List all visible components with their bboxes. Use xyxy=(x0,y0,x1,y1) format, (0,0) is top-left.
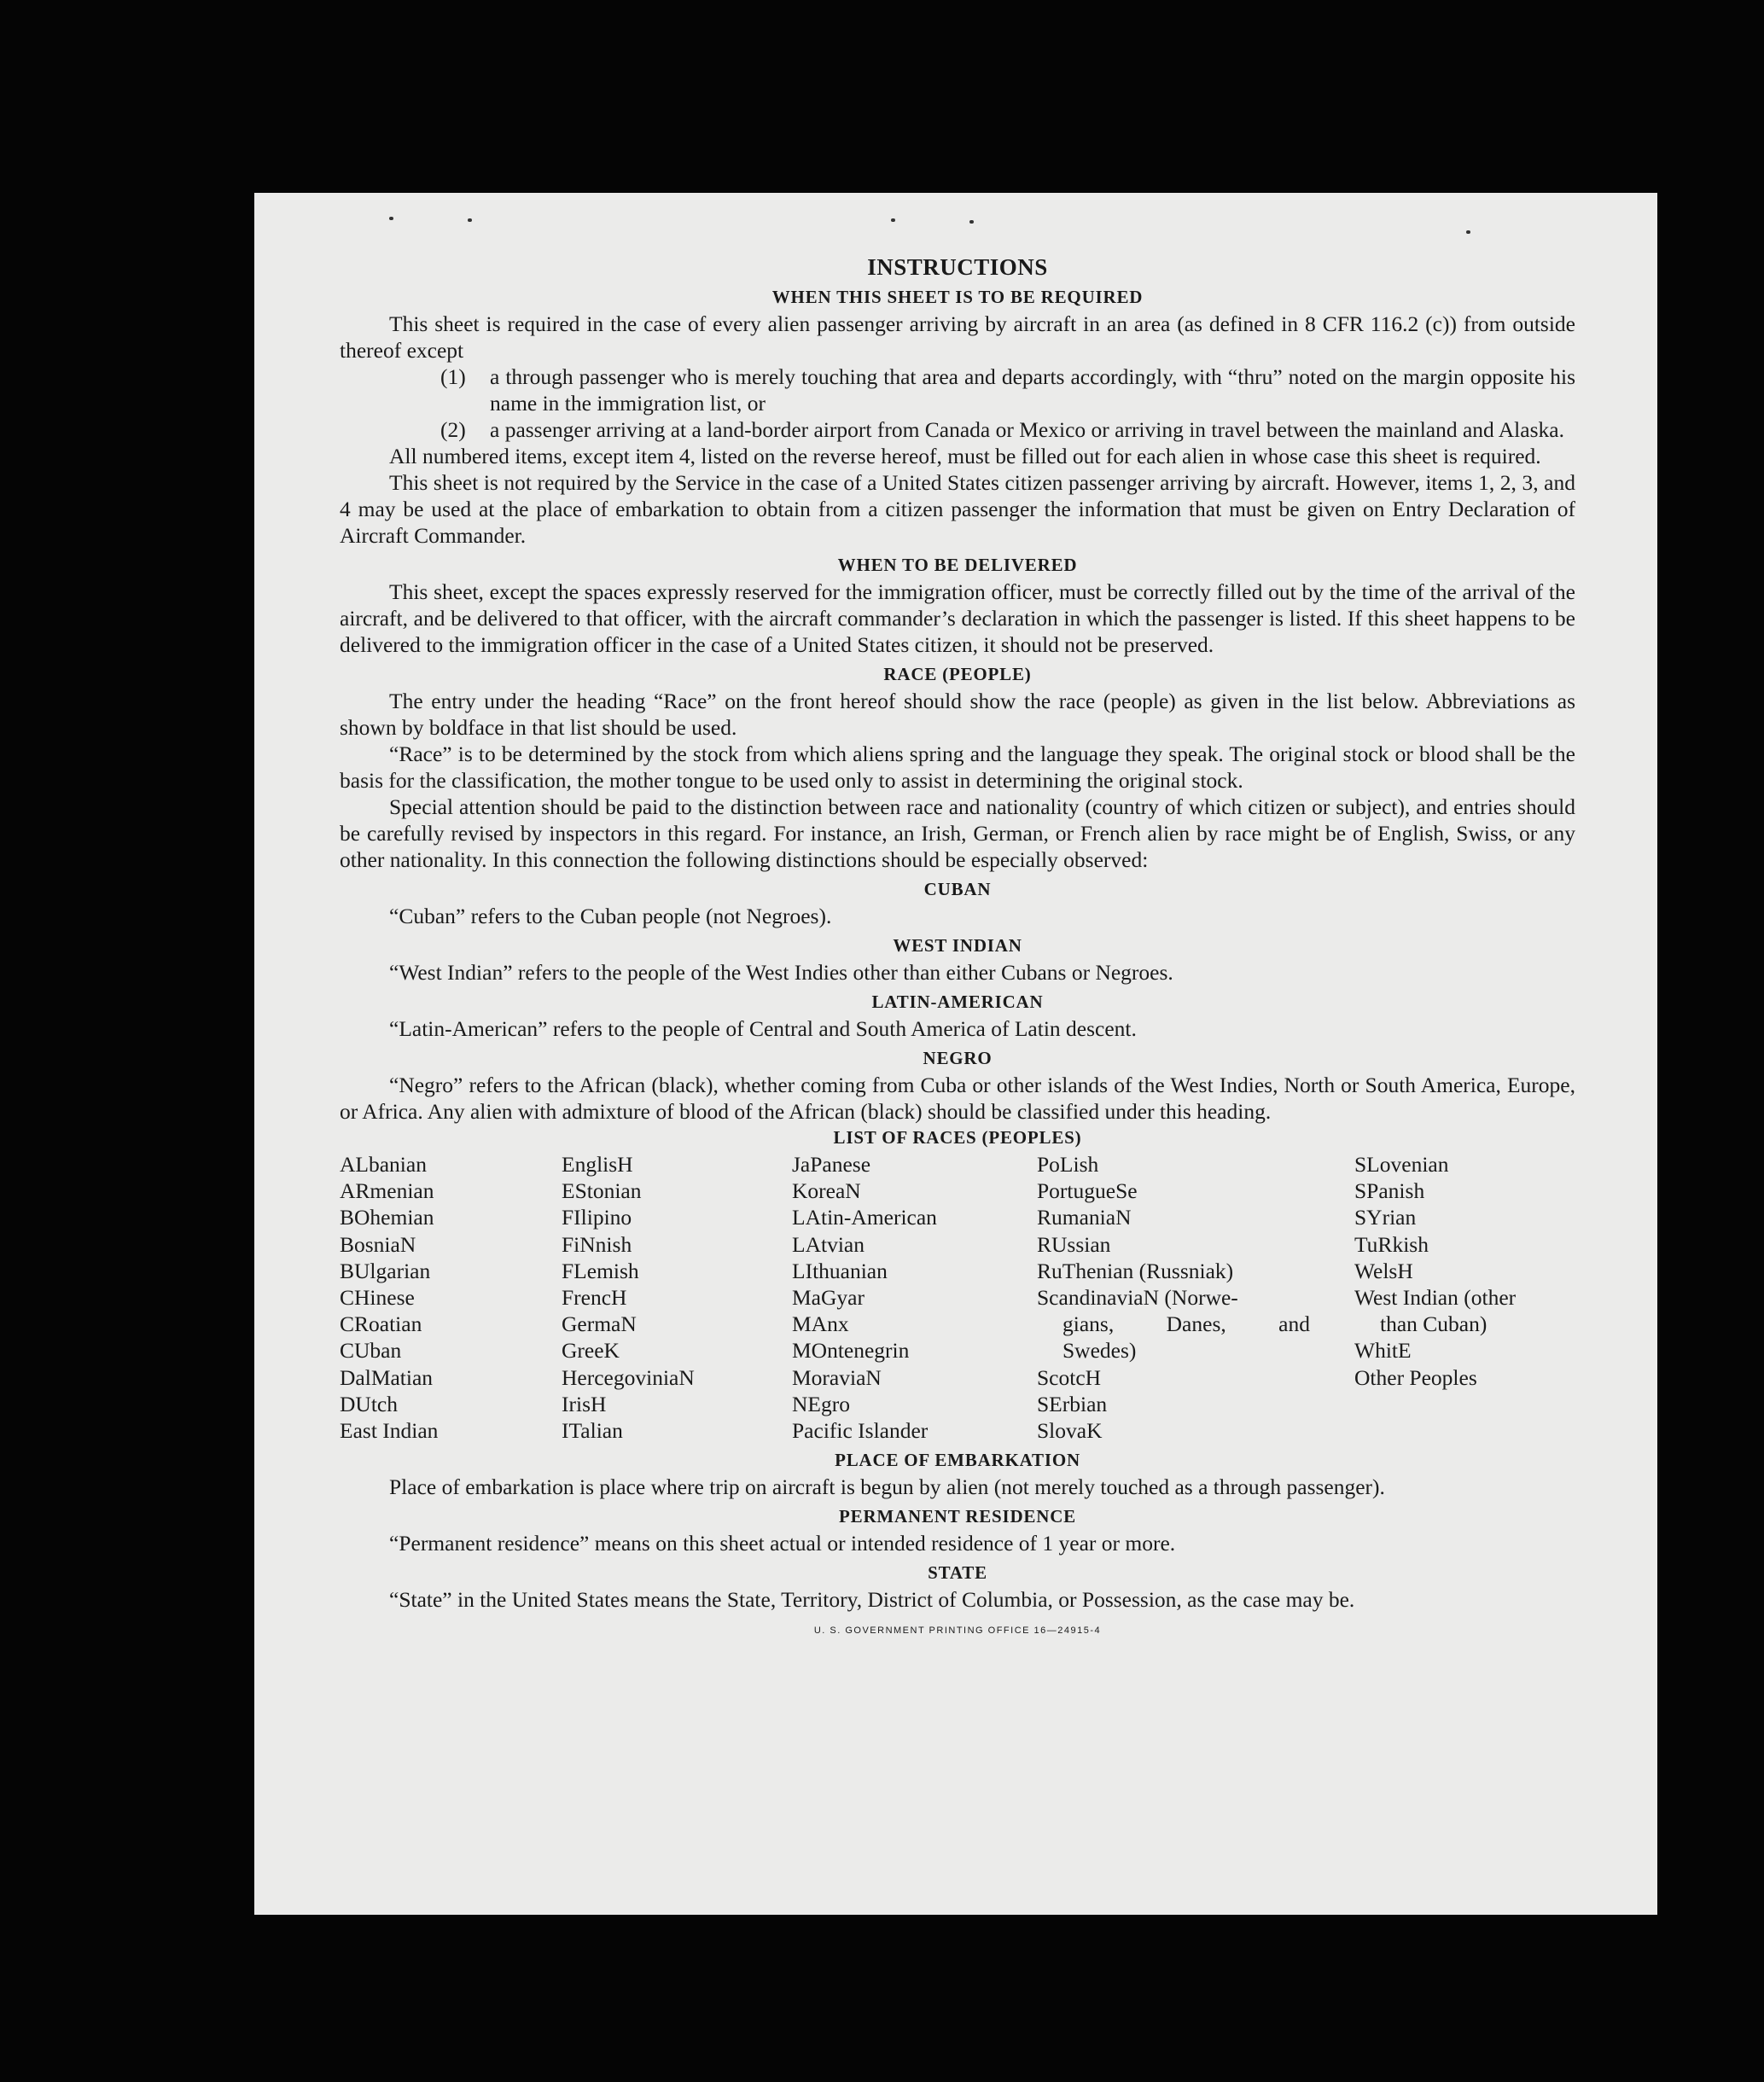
race-entry: EnglisH xyxy=(562,1152,633,1177)
race-entry: WelsH xyxy=(1354,1258,1413,1283)
race-entry: RumaniaN xyxy=(1037,1205,1132,1230)
race-entry: HercegoviniaN xyxy=(562,1364,695,1390)
race-entry-continued: Swedes) xyxy=(1062,1338,1137,1364)
race-entry-continued: than Cuban) xyxy=(1380,1311,1487,1337)
race-entry: SYrian xyxy=(1354,1205,1417,1230)
race-entry: RuThenian (Russniak) xyxy=(1037,1258,1234,1283)
numbered-item xyxy=(340,363,1575,416)
speck xyxy=(969,220,974,224)
race-entry-continued: gians, Danes, and xyxy=(1062,1311,1310,1337)
race-entry: FIlipino xyxy=(562,1205,632,1230)
heading-when-delivered: WHEN TO BE DELIVERED xyxy=(837,555,1078,575)
race-entry: MOntenegrin xyxy=(792,1338,910,1364)
race-entry: EStonian xyxy=(562,1178,642,1204)
document-page xyxy=(254,193,1657,1915)
race-entry: JaPanese xyxy=(792,1152,871,1177)
race-entry: BosniaN xyxy=(340,1231,416,1257)
paragraph: Special attention should be paid to the distinction between race and nationality (country of which citizen or subject), and entries should be carefully revised by inspectors in this regard. For instance, an Irish, German, or French alien by race might be of English, Swiss, or any other nationality. In this connection the following distinctions should be especially observed: xyxy=(340,794,1575,872)
race-entry: SlovaK xyxy=(1037,1418,1103,1444)
races-column-5 xyxy=(1354,1151,1575,1444)
race-entry: MoraviaN xyxy=(792,1364,882,1390)
printing-office-imprint: U. S. GOVERNMENT PRINTING OFFICE 16—24915-4 xyxy=(813,1625,1102,1637)
paragraph: This sheet, except the spaces expressly reserved for the immigration officer, must be correctly filled out by the time of the arrival of the aircraft, and be delivered to that officer, with the aircraft commander’s declaration in which the passenger is listed. If this sheet happens to be delivered to the immigration officer in the case of a United States citizen, it should not be preserved. xyxy=(340,579,1575,657)
item-number: (1) xyxy=(440,364,466,389)
race-entry: RUssian xyxy=(1037,1231,1111,1257)
races-column-1 xyxy=(340,1151,562,1444)
heading-race: RACE (PEOPLE) xyxy=(883,664,1032,684)
race-entry: ARmenian xyxy=(340,1178,434,1204)
heading-latin-american: LATIN-AMERICAN xyxy=(871,992,1044,1012)
race-entry: ITalian xyxy=(562,1418,623,1444)
paragraph: This sheet is required in the case of every alien passenger arriving by aircraft in an area (as defined in 8 CFR 116.2 (c)) from outside thereof except xyxy=(340,311,1575,363)
heading-negro: NEGRO xyxy=(923,1048,993,1068)
paragraph: The entry under the heading “Race” on the front hereof should show the race (people) as given in the list below. Abbreviations as shown by boldface in that list should be used. xyxy=(340,689,1575,740)
page-title: INSTRUCTIONS xyxy=(867,254,1048,280)
race-entry: ScandinaviaN (Norwe- xyxy=(1037,1285,1238,1311)
speck xyxy=(468,218,472,222)
heading-west-indian: WEST INDIAN xyxy=(893,935,1022,956)
race-entry: CHinese xyxy=(340,1285,415,1311)
paragraph: “Latin-American” refers to the people of Central and South America of Latin descent. xyxy=(389,1016,1137,1041)
heading-state: STATE xyxy=(928,1562,987,1584)
race-entry: CRoatian xyxy=(340,1311,422,1337)
race-entry: East Indian xyxy=(340,1418,439,1444)
race-entry: GermaN xyxy=(562,1311,637,1337)
item-text: a passenger arriving at a land-border airport from Canada or Mexico or arriving in travel between the mainland and Alaska. xyxy=(490,417,1564,442)
race-entry: FrencH xyxy=(562,1285,627,1311)
paragraph: “Negro” refers to the African (black), whether coming from Cuba or other islands of the West Indies, North or South America, Europe, or Africa. Any alien with admixture of blood of the African (black) should be classified under this heading. xyxy=(340,1073,1575,1124)
race-entry: FiNnish xyxy=(562,1231,632,1257)
race-entry: ALbanian xyxy=(340,1152,427,1177)
instructions-text xyxy=(340,254,1575,1644)
numbered-item xyxy=(340,416,1575,443)
race-entry: MaGyar xyxy=(792,1285,865,1311)
paragraph: “Permanent residence” means on this sheet actual or intended residence of 1 year or more. xyxy=(389,1531,1176,1556)
race-entry: NEgro xyxy=(792,1391,850,1416)
race-entry: SErbian xyxy=(1037,1391,1108,1416)
race-entry: PortugueSe xyxy=(1037,1178,1138,1204)
paragraph: “West Indian” refers to the people of the West Indies other than either Cubans or Negroes. xyxy=(389,960,1173,985)
race-entry: DUtch xyxy=(340,1391,398,1416)
heading-permanent-residence: PERMANENT RESIDENCE xyxy=(839,1506,1076,1527)
race-entry: SPanish xyxy=(1354,1178,1425,1204)
race-entry: West Indian (other xyxy=(1354,1285,1517,1311)
race-entry: PoLish xyxy=(1037,1152,1099,1177)
paragraph: Place of embarkation is place where trip on aircraft is begun by alien (not merely touched as a through passenger). xyxy=(389,1474,1385,1500)
race-entry: Pacific Islander xyxy=(792,1418,929,1444)
race-entry: ScotcH xyxy=(1037,1364,1102,1390)
race-entry: LIthuanian xyxy=(792,1258,888,1283)
races-column-4 xyxy=(1037,1151,1354,1444)
speck xyxy=(891,218,895,222)
race-entry: MAnx xyxy=(792,1311,849,1337)
race-entry: FLemish xyxy=(562,1258,639,1283)
race-entry: IrisH xyxy=(562,1391,607,1416)
speck xyxy=(1466,230,1470,234)
heading-cuban: CUBAN xyxy=(923,879,992,899)
races-column-3 xyxy=(792,1151,1037,1444)
heading-when-required: WHEN THIS SHEET IS TO BE REQUIRED xyxy=(771,287,1144,307)
race-entry: TuRkish xyxy=(1354,1231,1429,1257)
race-entry: KoreaN xyxy=(792,1178,861,1204)
race-entry: BOhemian xyxy=(340,1205,434,1230)
item-number: (2) xyxy=(440,417,466,442)
race-entry: CUban xyxy=(340,1338,402,1364)
race-entry: SLovenian xyxy=(1354,1152,1449,1177)
paragraph: “Race” is to be determined by the stock from which aliens spring and the language they speak. The original stock or blood shall be the basis for the classification, the mother tongue to be used only to assist in determining the original stock. xyxy=(340,741,1575,793)
race-entry: LAtin-American xyxy=(792,1205,937,1230)
race-entry: DalMatian xyxy=(340,1364,434,1390)
races-list xyxy=(340,1151,1575,1444)
heading-list-of-races: LIST OF RACES (PEOPLES) xyxy=(833,1127,1082,1148)
item-text: a through passenger who is merely touching that area and departs accordingly, with “thru” noted on the margin opposite his name in the immigration list, or xyxy=(490,364,1575,416)
race-entry: Other Peoples xyxy=(1354,1364,1477,1390)
paragraph: This sheet is not required by the Service in the case of a United States citizen passenger arriving by aircraft. However, items 1, 2, 3, and 4 may be used at the place of embarkation to obtain from a citizen passenger the information that must be given on Entry Declaration of Aircraft Commander. xyxy=(340,470,1575,548)
paragraph: All numbered items, except item 4, listed on the reverse hereof, must be filled out for each alien in whose case this sheet is required. xyxy=(389,444,1541,468)
heading-place-of-embarkation: PLACE OF EMBARKATION xyxy=(835,1450,1080,1471)
paragraph: “State” in the United States means the State, Territory, District of Columbia, or Possession, as the case may be. xyxy=(389,1587,1355,1613)
paragraph: “Cuban” refers to the Cuban people (not Negroes). xyxy=(389,904,832,928)
race-entry: WhitE xyxy=(1354,1338,1412,1364)
races-column-2 xyxy=(562,1151,792,1444)
race-entry: GreeK xyxy=(562,1338,620,1364)
speck xyxy=(389,217,393,220)
race-entry: BUlgarian xyxy=(340,1258,431,1283)
race-entry: LAtvian xyxy=(792,1231,865,1257)
